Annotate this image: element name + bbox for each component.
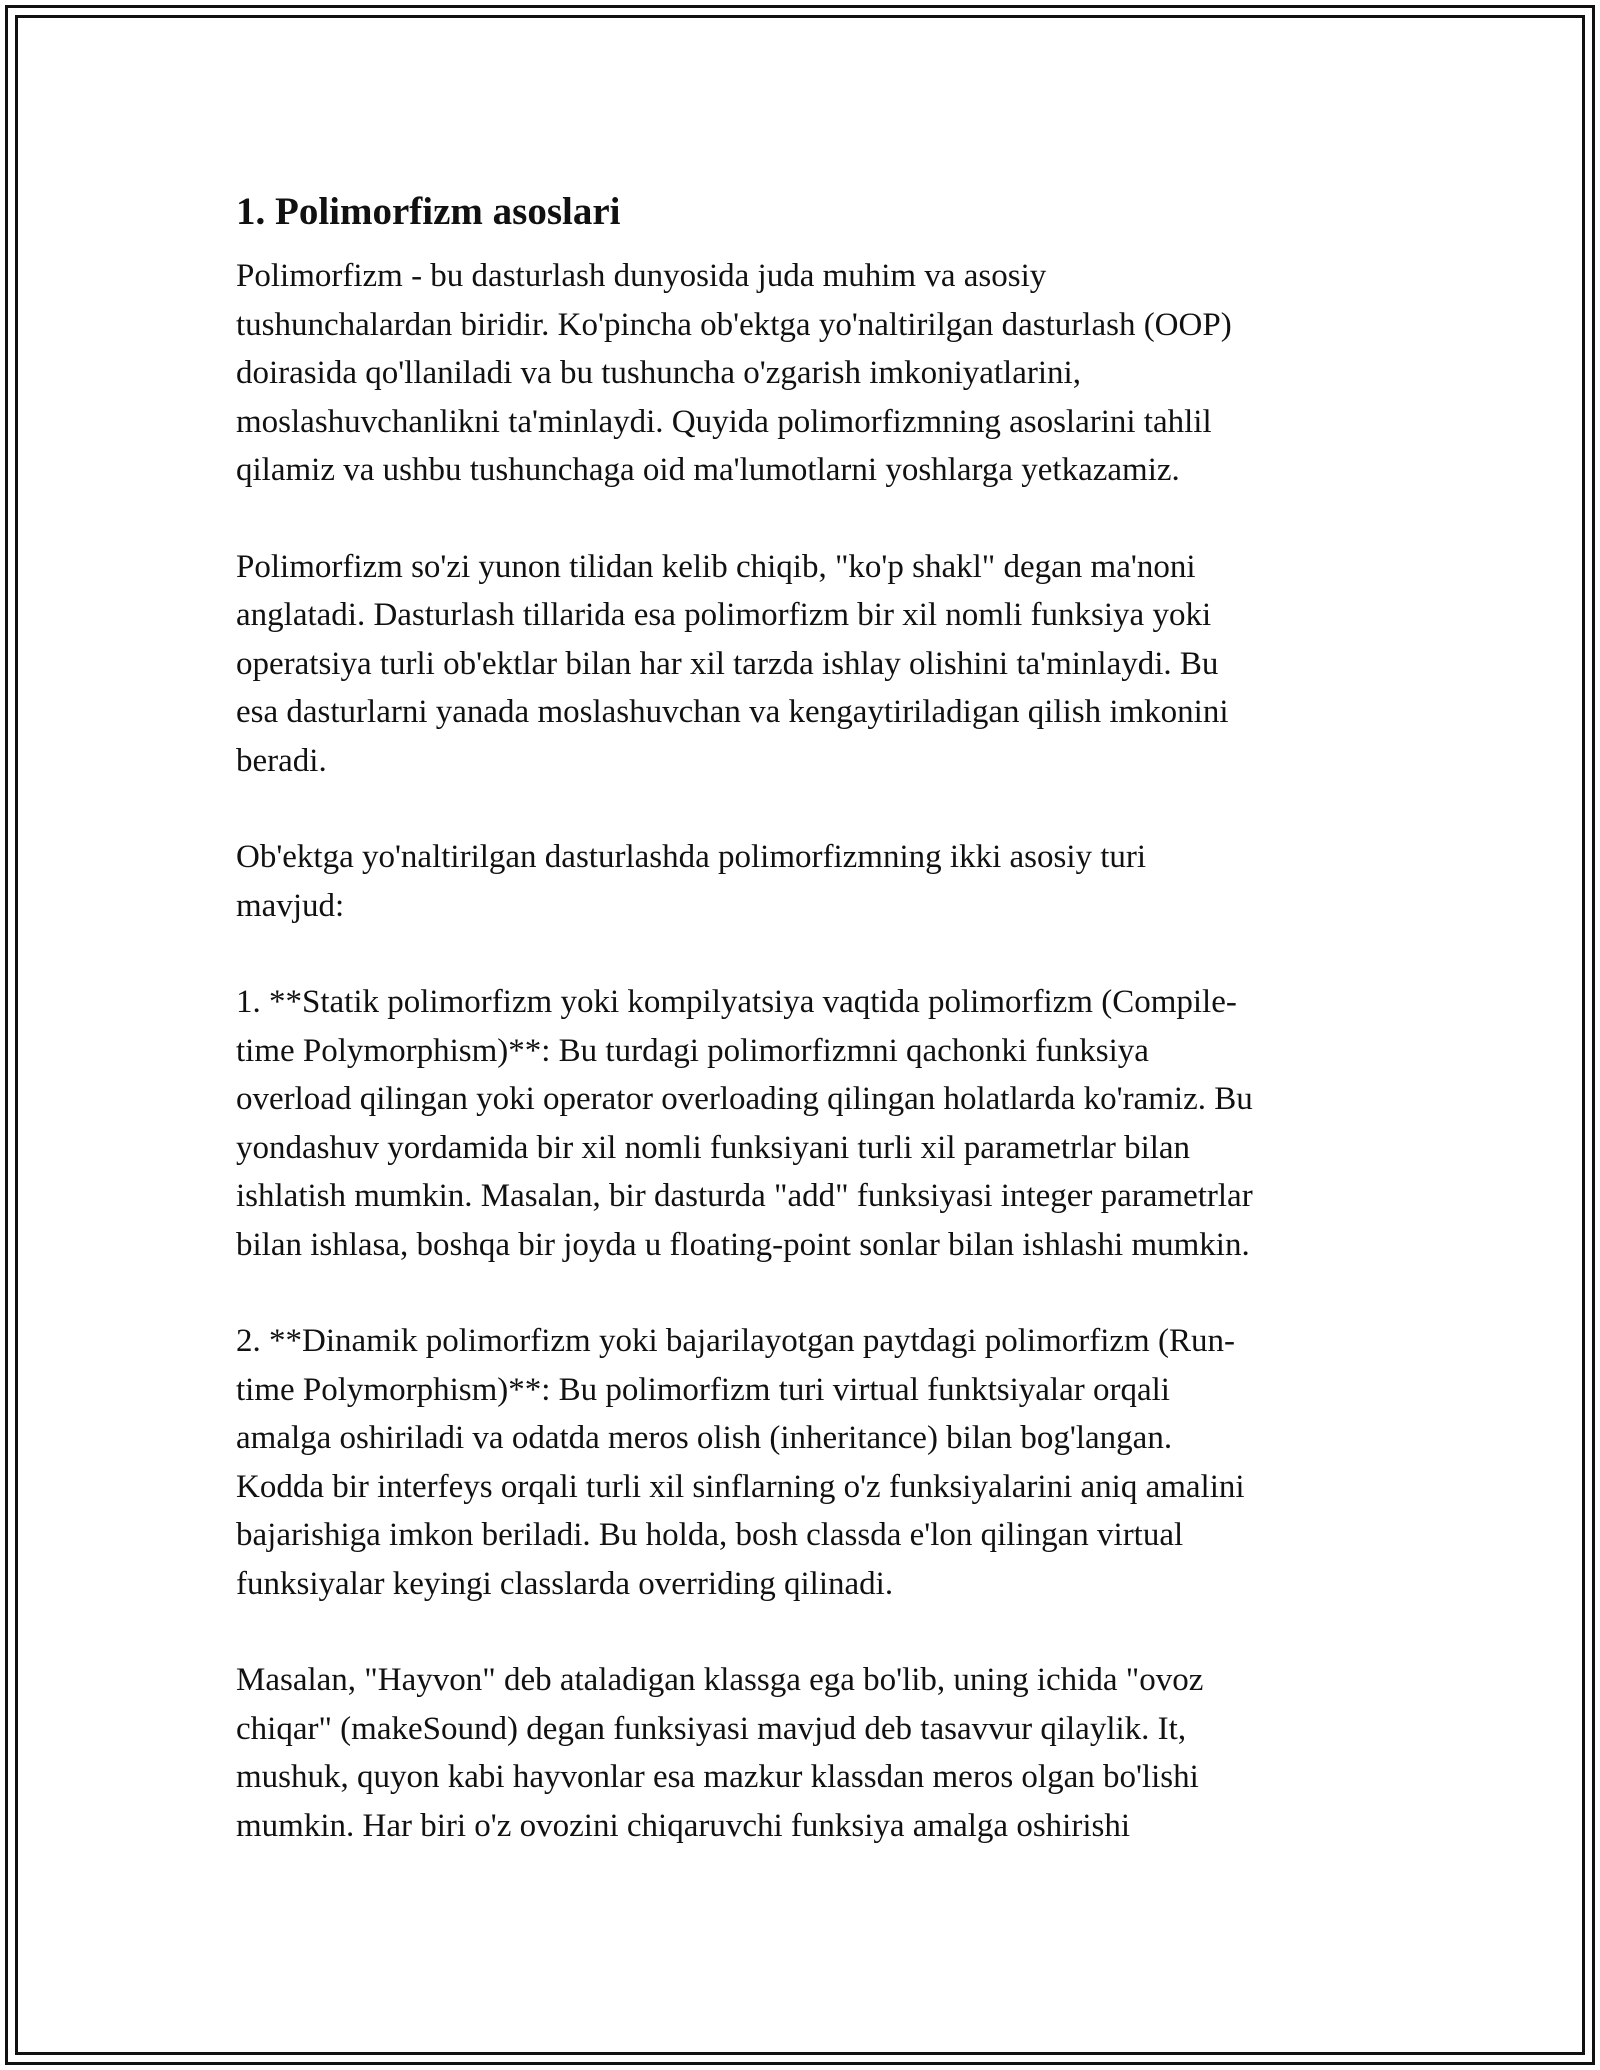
paragraph-intro: Polimorfizm - bu dasturlash dunyosida juda muhim va asosiy tushunchalardan biridir. Ko'pincha ob'ektga yo'naltirilgan dasturlash (OOP) doirasida qo'llaniladi va bu tushuncha o'zgarish imkoniyatlarini, moslashuvchanlikni ta'minlaydi. Quyida polimorfizmning asoslarini tahlil qilamiz va ushbu tushunchaga oid ma'lumotlarni yoshlarga yetkazamiz. — [236, 258, 1232, 488]
paragraph-dynamic-polymorphism: 2. **Dinamik polimorfizm yoki bajarilayotgan paytdagi polimorfizm (Run- time Polymorphism)**: Bu polimorfizm turi virtual funktsiyalar orqali amalga oshiriladi va odatda meros olish (inheritance) bilan bog'langan. Kodda bir interfeys orqali turli xil sinflarning o'z funksiyalarini aniq amalini bajarishiga imkon beriladi. Bu holda, bosh classda e'lon qilingan virtual funksiyalar keyingi classlarda overriding qilinadi. — [236, 1323, 1245, 1602]
paragraph-example: Masalan, "Hayvon" deb ataladigan klassga ega bo'lib, uning ichida "ovoz chiqar" (makeSound) degan funksiyasi mavjud deb tasavvur qilaylik. It, mushuk, quyon kabi hayvonlar esa mazkur klassdan meros olgan bo'lishi mumkin. Har biri o'z ovozini chiqaruvchi funksiya amalga oshirishi — [236, 1662, 1204, 1844]
paragraph-etymology: Polimorfizm so'zi yunon tilidan kelib chiqib, "ko'p shakl" degan ma'noni anglatadi. Dasturlash tillarida esa polimorfizm bir xil nomli funksiya yoki operatsiya turli ob'ektlar bilan har xil tarzda ishlay olishini ta'minlaydi. Bu esa dasturlarni yanada moslashuvchan va kengaytiriladigan qilish imkonini beradi. — [236, 548, 1229, 779]
paragraph-static-polymorphism: 1. **Statik polimorfizm yoki kompilyatsiya vaqtida polimorfizm (Compile- time Polymorphism)**: Bu turdagi polimorfizmni qachonki funksiya overload qilingan yoki operator overloading qilingan holatlarda ko'ramiz. Bu yondashuv yordamida bir xil nomli funksiyani turli xil parametrlar bilan ishlatish mumkin. Masalan, bir dasturda "add" funksiyasi integer parametrlar bilan ishlasa, boshqa bir joyda u floating-point sonlar bilan ishlashi mumkin. — [236, 984, 1253, 1263]
section-heading: 1. Polimorfizm asoslari — [236, 190, 621, 233]
paragraph-types-intro: Ob'ektga yo'naltirilgan dasturlashda polimorfizmning ikki asosiy turi mavjud: — [236, 839, 1147, 924]
document-body — [236, 188, 1386, 1898]
